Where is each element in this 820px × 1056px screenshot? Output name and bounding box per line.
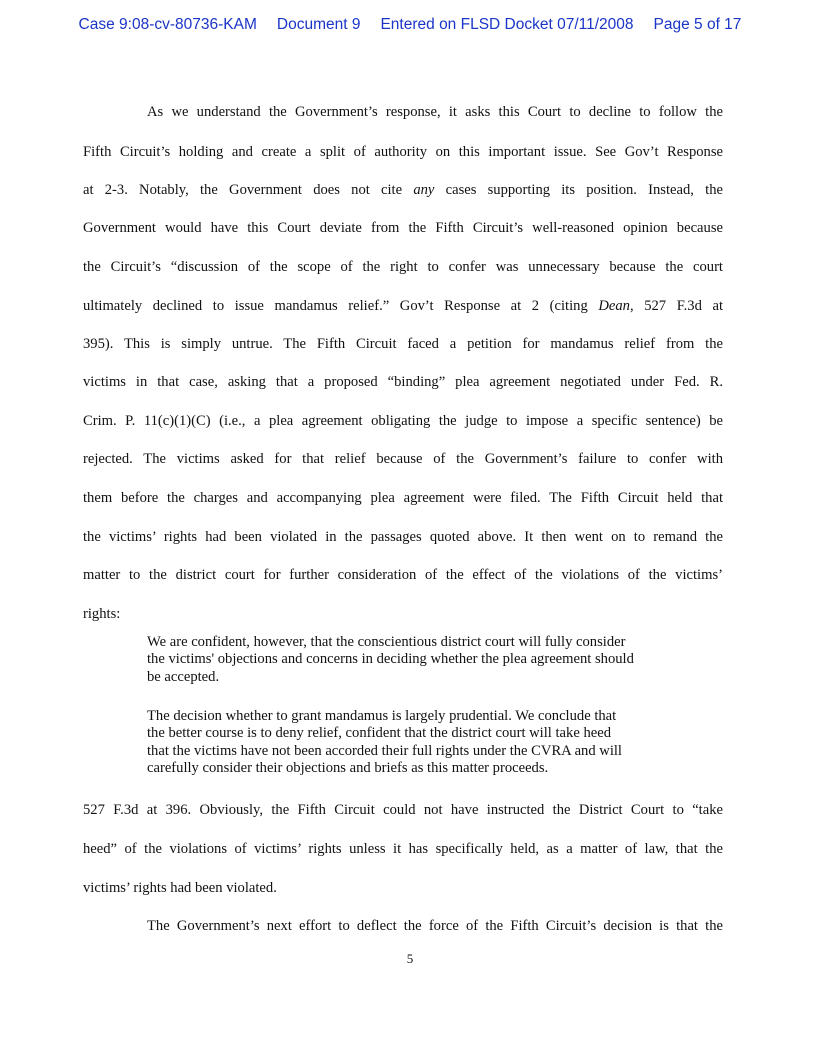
body-line: the Circuit’s “discussion of the scope of the right to confer was unnecessary because the court: [83, 259, 723, 275]
body-line: Crim. P. 11(c)(1)(C) (i.e., a plea agreement obligating the judge to impose a specific sentence) be: [83, 413, 723, 429]
body-line: the victims’ rights had been violated in the passages quoted above. It then went on to remand the: [83, 529, 723, 545]
case-number: Case 9:08-cv-80736-KAM: [78, 16, 257, 33]
body-line: ultimately declined to issue mandamus relief.” Gov’t Response at 2 (citing Dean, 527 F.3d at: [83, 298, 723, 314]
quote-line: carefully consider their objections and briefs as this matter proceeds.: [147, 760, 549, 777]
body-line: The Government’s next effort to deflect the force of the Fifth Circuit’s decision is that the: [147, 918, 723, 934]
body-line: As we understand the Government’s response, it asks this Court to decline to follow the: [147, 104, 723, 120]
body-line: rejected. The victims asked for that relief because of the Government’s failure to confer with: [83, 451, 723, 467]
body-line: them before the charges and accompanying plea agreement were filed. The Fifth Circuit held that: [83, 490, 723, 506]
body-line: rights:: [83, 606, 121, 622]
body-line: victims in that case, asking that a proposed “binding” plea agreement negotiated under Fed. R.: [83, 374, 723, 390]
emphasis: any: [413, 182, 435, 198]
quote-line: The decision whether to grant mandamus is largely prudential. We conclude that: [147, 708, 617, 724]
docket-entry: Entered on FLSD Docket 07/11/2008: [380, 16, 634, 33]
case-citation: Dean: [598, 298, 630, 314]
body-line: Fifth Circuit’s holding and create a split of authority on this important issue. See Gov’t Response: [83, 144, 723, 160]
quote-line: be accepted.: [147, 668, 220, 685]
quote-line: that the victims have not been accorded their full rights under the CVRA and will: [147, 742, 622, 759]
body-line: heed” of the violations of victims’ rights unless it has specifically held, as a matter of law, that the: [83, 841, 723, 857]
body-line: at 2-3. Notably, the Government does not cite any cases supporting its position. Instead, the: [83, 182, 723, 198]
quote-line: We are confident, however, that the conscientious district court will fully consider: [147, 634, 626, 650]
quote-line: the better course is to deny relief, confident that the district court will take heed: [147, 725, 611, 742]
body-line: 527 F.3d at 396. Obviously, the Fifth Circuit could not have instructed the District Court to “take: [83, 802, 723, 818]
page-number: 5: [406, 951, 414, 966]
body-line: Government would have this Court deviate from the Fifth Circuit’s well-reasoned opinion because: [83, 220, 723, 236]
block-quote-1: [147, 634, 687, 686]
page-count: Page 5 of 17: [653, 16, 742, 33]
quote-line: the victims' objections and concerns in deciding whether the plea agreement should: [147, 651, 634, 668]
ecf-header: [0, 16, 820, 34]
body-line: victims’ rights had been violated.: [83, 880, 277, 896]
block-quote-2: [147, 708, 687, 778]
document-number: Document 9: [276, 16, 361, 33]
body-line: matter to the district court for further consideration of the effect of the violations of the victims’: [83, 567, 723, 583]
body-line: 395). This is simply untrue. The Fifth Circuit faced a petition for mandamus relief from the: [83, 336, 723, 352]
